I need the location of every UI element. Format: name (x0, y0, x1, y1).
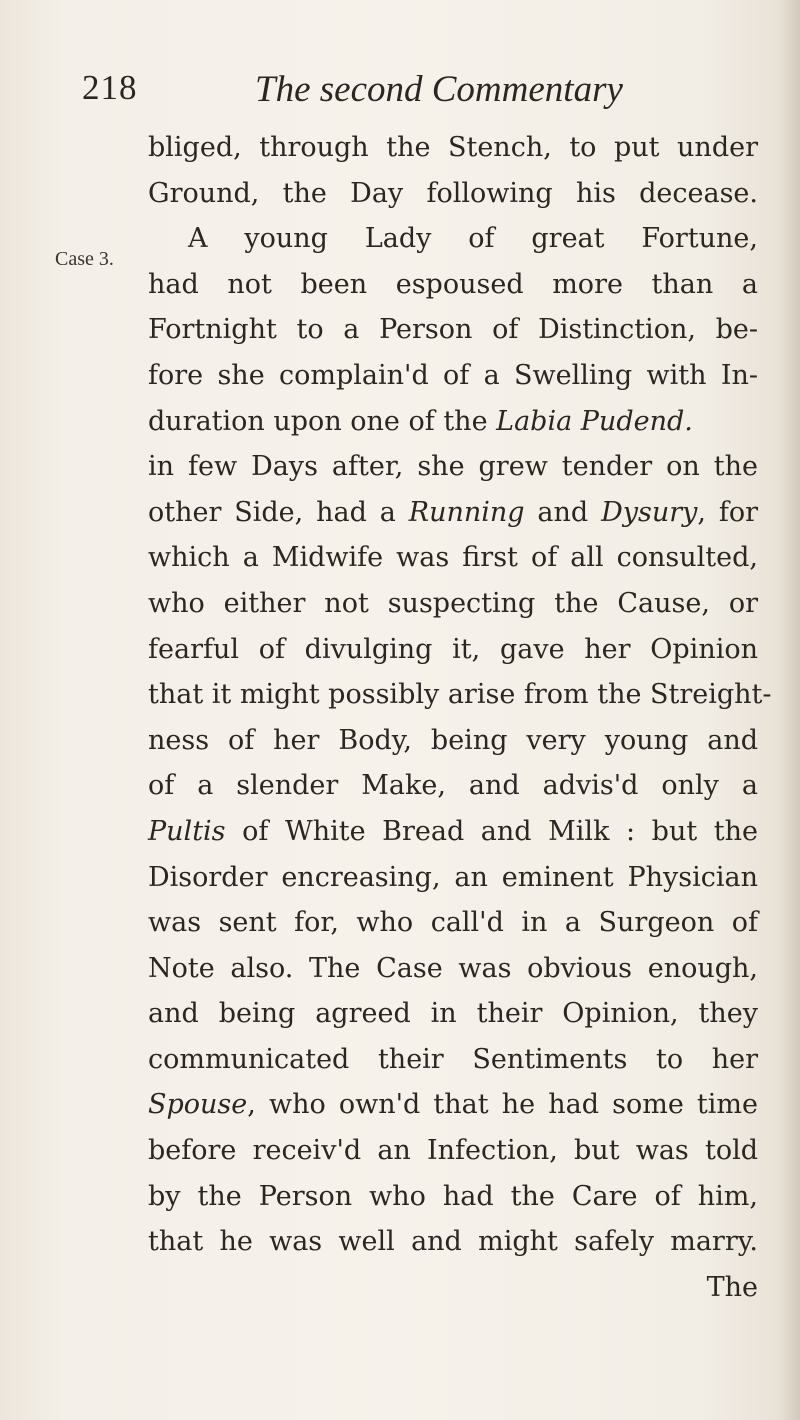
text-line-9: other Side, had a Running and Dysury, for (148, 496, 759, 528)
text-line-22: Spouse, who own'd that he had some time (148, 1089, 758, 1121)
text-line-5: Fortnight to a Person of Distinction, be- (148, 314, 758, 346)
text-line-1: bliged, through the Stench, to put under (148, 132, 758, 163)
text-line-6: fore she complain'd of a Swelling with In- (148, 359, 758, 391)
running-title: The second Commentary (255, 69, 623, 110)
catchword: The (706, 1271, 758, 1303)
italic-pultis: Pultis (148, 815, 226, 847)
text-line-20: and being agreed in their Opinion, they (148, 998, 758, 1030)
text-line-23: before receiv'd an Infection, but was told (148, 1135, 758, 1167)
text-line-19: Note also. The Case was obvious enough, (148, 952, 758, 984)
page-header (82, 68, 762, 118)
italic-spouse: Spouse (148, 1089, 248, 1121)
italic-running: Running (408, 496, 525, 528)
text-line-12: fearful of divulging it, gave her Opinion (148, 633, 758, 665)
text-line-18: was sent for, who call'd in a Surgeon of (148, 907, 758, 939)
text-line-8: in few Days after, she grew tender on the (148, 451, 758, 483)
page-edge-shadow (778, 0, 800, 1420)
text-line-4: had not been espoused more than a (148, 268, 758, 300)
text-line-25: that he was well and might safely marry. (148, 1226, 758, 1258)
text-line-13: that it might possibly arise from the Streight- (148, 679, 772, 711)
text-line-21: communicated their Sentiments to her (148, 1043, 758, 1075)
text-line-3: A young Lady of great Fortune, (188, 223, 758, 255)
text-line-15: of a slender Make, and advis'd only a (148, 770, 758, 802)
text-line-2: Ground, the Day following his decease. (148, 177, 758, 209)
italic-labia-pudend: Labia Pudend. (496, 405, 693, 437)
text-line-24: by the Person who had the Care of him, (148, 1180, 758, 1212)
text-line-10: which a Midwife was first of all consulted, (148, 542, 758, 574)
italic-dysury: Dysury (601, 496, 698, 528)
text-line-16: Pultis of White Bread and Milk : but the (148, 815, 758, 847)
text-line-7: duration upon one of the Labia Pudend. (148, 405, 693, 437)
margin-note-case: Case 3. (55, 248, 114, 270)
text-line-14: ness of her Body, being very young and (148, 724, 758, 756)
page-number: 218 (82, 68, 138, 107)
text-line-17: Disorder encreasing, an eminent Physician (148, 861, 758, 893)
text-line-11: who either not suspecting the Cause, or (148, 587, 758, 619)
body-text (148, 125, 772, 1310)
